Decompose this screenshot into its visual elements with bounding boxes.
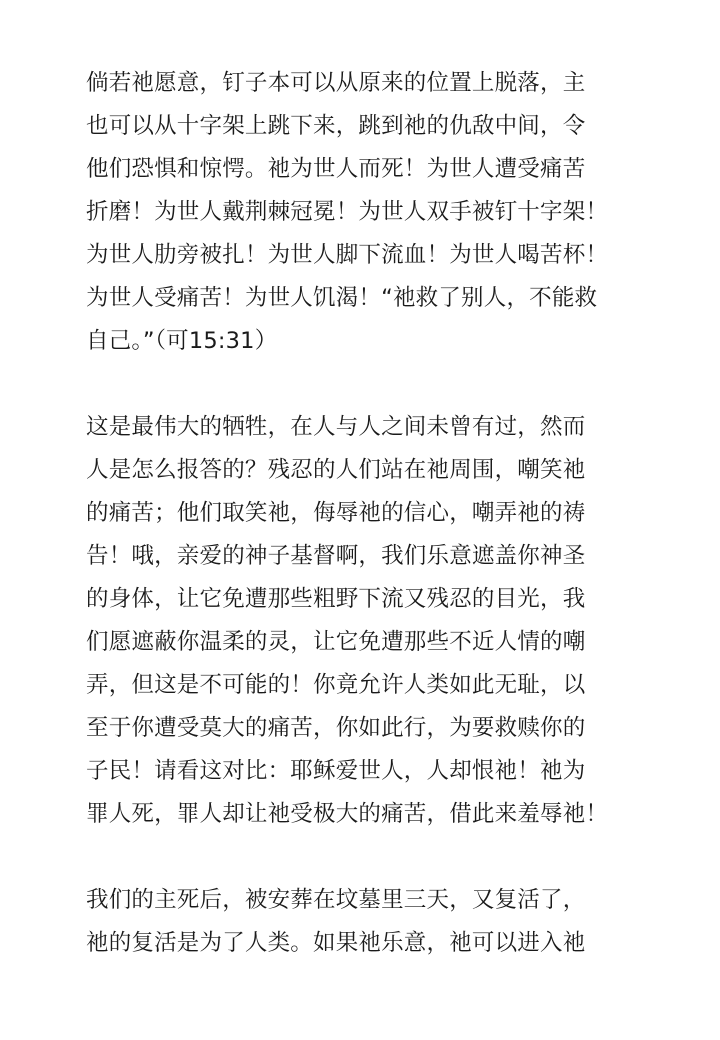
- text-line: 祂的复活是为了人类。如果祂乐意，祂可以进入祂: [86, 930, 586, 956]
- text-line: 折磨！为世人戴荆棘冠冕！为世人双手被钉十字架！: [86, 199, 609, 225]
- text-line: 这是最伟大的牺牲，在人与人之间未曾有过，然而: [86, 414, 586, 440]
- text-line: 告！哦，亲爱的神子基督啊，我们乐意遮盖你神圣: [86, 543, 586, 569]
- text-line: 弄，但这是不可能的！你竟允许人类如此无耻，以: [86, 672, 586, 698]
- text-line: 人是怎么报答的？残忍的人们站在祂周围，嘲笑祂: [86, 457, 586, 483]
- text-line: 至于你遭受莫大的痛苦，你如此行，为要救赎你的: [86, 715, 586, 741]
- text-line: 也可以从十字架上跳下来，跳到祂的仇敌中间，令: [86, 113, 586, 139]
- paragraph-2: [86, 406, 634, 836]
- text-line: 倘若祂愿意，钉子本可以从原来的位置上脱落，主: [86, 70, 586, 96]
- text-line: 的痛苦；他们取笑祂，侮辱祂的信心，嘲弄祂的祷: [86, 500, 586, 526]
- text-line: 为世人肋旁被扎！为世人脚下流血！为世人喝苦杯！: [86, 242, 609, 268]
- paragraph-1: [86, 62, 634, 363]
- paragraph-3: [86, 879, 634, 965]
- document-body: [86, 62, 634, 965]
- text-line: 为世人受痛苦！为世人饥渴！“祂救了别人，不能救: [86, 285, 598, 311]
- text-line: 他们恐惧和惊愕。祂为世人而死！为世人遭受痛苦: [86, 156, 586, 182]
- text-line: 们愿遮蔽你温柔的灵，让它免遭那些不近人情的嘲: [86, 629, 586, 655]
- text-line: 我们的主死后，被安葬在坟墓里三天，又复活了，: [86, 887, 586, 913]
- text-line: 罪人死，罪人却让祂受极大的痛苦，借此来羞辱祂！: [86, 801, 609, 827]
- text-line: 自己。”（可15:31）: [86, 328, 278, 354]
- text-line: 的身体，让它免遭那些粗野下流又残忍的目光，我: [86, 586, 586, 612]
- text-line: 子民！请看这对比：耶稣爱世人，人却恨祂！祂为: [86, 758, 586, 784]
